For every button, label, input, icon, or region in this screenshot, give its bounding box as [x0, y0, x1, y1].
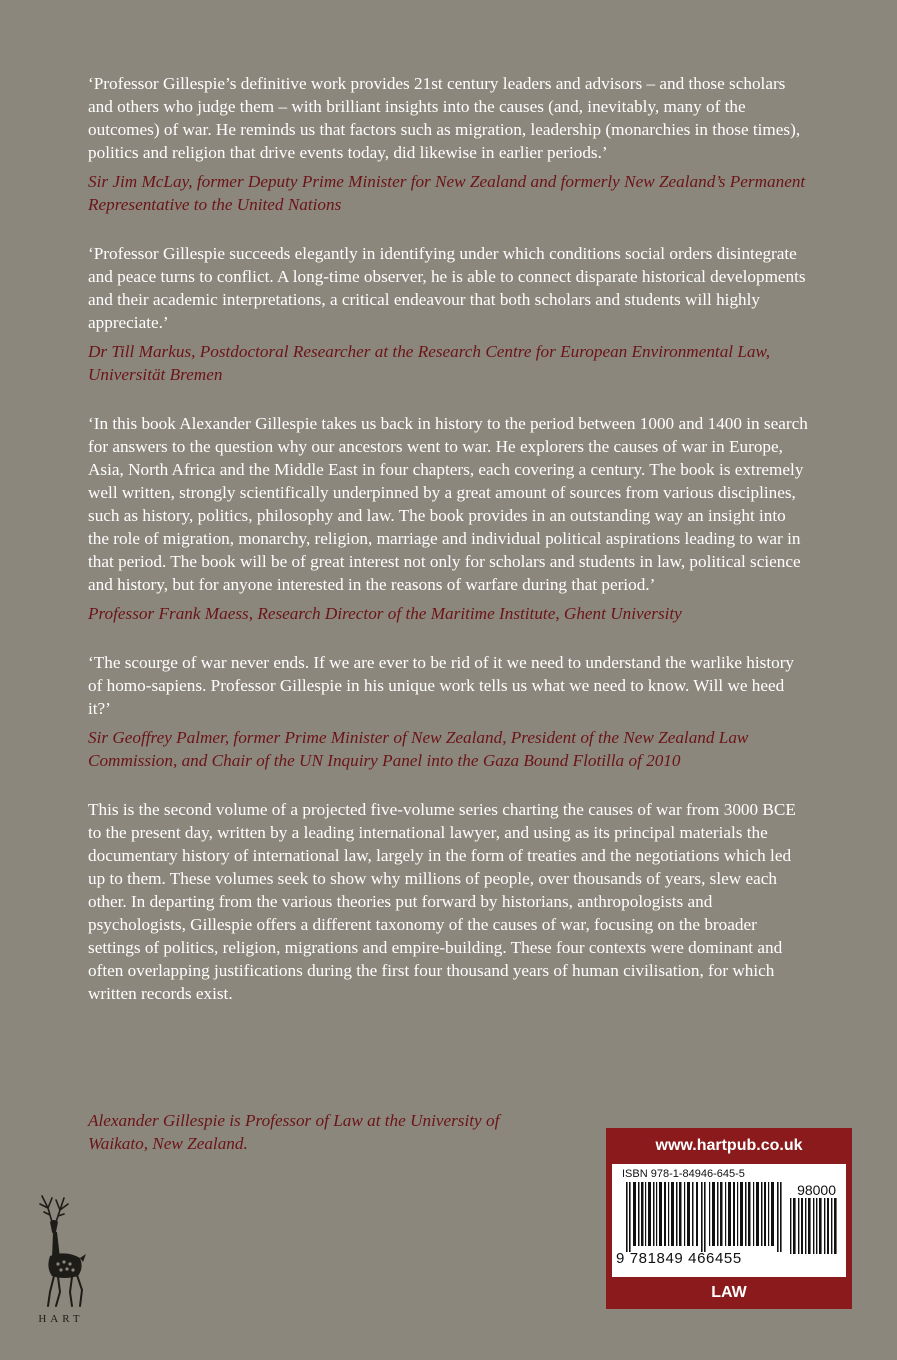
- endorsement-attribution: Dr Till Markus, Postdoctoral Researcher at the Research Centre for European Environmental Law, Universität Bremen: [88, 342, 771, 384]
- endorsement-1: [88, 72, 808, 216]
- endorsement-attribution: Sir Geoffrey Palmer, former Prime Minister of New Zealand, President of the New Zealand Law Commission, and Chair of the UN Inquiry Panel into the Gaza Bound Flotilla of 2010: [88, 728, 749, 770]
- hart-deer-logo-icon: [26, 1188, 94, 1328]
- back-cover-text: [88, 72, 808, 1005]
- publisher-url[interactable]: www.hartpub.co.uk: [655, 1137, 803, 1154]
- publisher-logo-text: HART: [38, 1313, 84, 1325]
- author-bio: Alexander Gillespie is Professor of Law at the University of Waikato, New Zealand.: [88, 1111, 500, 1153]
- endorsement-quote: ‘Professor Gillespie succeeds elegantly in identifying under which conditions social orders disintegrate and peace turns to conflict. A long-time observer, he is able to connect disparate historical developments and their academic interpretations, a critical endeavour that both scholars and students will highly appreciate.’: [88, 244, 806, 332]
- endorsement-attribution: Sir Jim McLay, former Deputy Prime Minister for New Zealand and formerly New Zealand’s Permanent Representative to the United Nations: [88, 172, 806, 214]
- barcode-area: [612, 1164, 846, 1277]
- endorsement-3: [88, 412, 808, 625]
- isbn-label: ISBN 978-1-84946-645-5: [622, 1168, 745, 1180]
- price-code: 98000: [797, 1182, 836, 1198]
- barcode-digits: 9 781849 466455: [616, 1250, 742, 1267]
- book-description: This is the second volume of a projected five-volume series charting the causes of war from 3000 BCE to the present day, written by a leading international lawyer, and using as its principal materials the documentary history of international law, largely in the form of treaties and the negotiations which led up to them. These volumes seek to show why millions of people, over thousands of years, slew each other. In departing from the various theories put forward by historians, anthropologists and psychologists, Gillespie offers a different taxonomy of the causes of war, focusing on the broader settings of politics, religion, migrations and empire-building. These four contexts were dominant and often overlapping justifications during the first four thousand years of human civilisation, for which written records exist.: [88, 800, 796, 1003]
- endorsement-quote: ‘Professor Gillespie’s definitive work provides 21st century leaders and advisors – and those scholars and others who judge them – with brilliant insights into the causes (and, inevitably, many of the outcomes) of war. He reminds us that factors such as migration, leadership (monarchies in those times), politics and religion that drive events today, did likewise in earlier periods.’: [88, 74, 801, 162]
- barcode-panel: [606, 1128, 852, 1309]
- endorsement-2: [88, 242, 808, 386]
- endorsement-4: [88, 651, 808, 772]
- category-label: LAW: [711, 1284, 747, 1301]
- endorsement-attribution: Professor Frank Maess, Research Director of the Maritime Institute, Ghent University: [88, 604, 682, 623]
- endorsement-quote: ‘The scourge of war never ends. If we are ever to be rid of it we need to understand the warlike history of homo-sapiens. Professor Gillespie in his unique work tells us what we need to know. Will we heed it?’: [88, 653, 795, 718]
- endorsement-quote: ‘In this book Alexander Gillespie takes us back in history to the period between 1000 and 1400 in search for answers to the question why our ancestors went to war. He explorers the causes of war in Europe, Asia, North Africa and the Middle East in four chapters, each covering a century. The book is extremely well written, strongly scientifically underpinned by a great amount of sources from various disciplines, such as history, politics, philosophy and law. The book provides in an outstanding way an insight into the role of migration, monarchy, religion, marriage and individual political aspirations leading to war in that period. The book will be of great interest not only for scholars and students in law, political science and history, but for anyone interested in the reasons of warfare during that period.’: [88, 414, 808, 594]
- isbn-barcode-icon: [626, 1182, 786, 1252]
- price-addon-barcode-icon: [790, 1198, 838, 1254]
